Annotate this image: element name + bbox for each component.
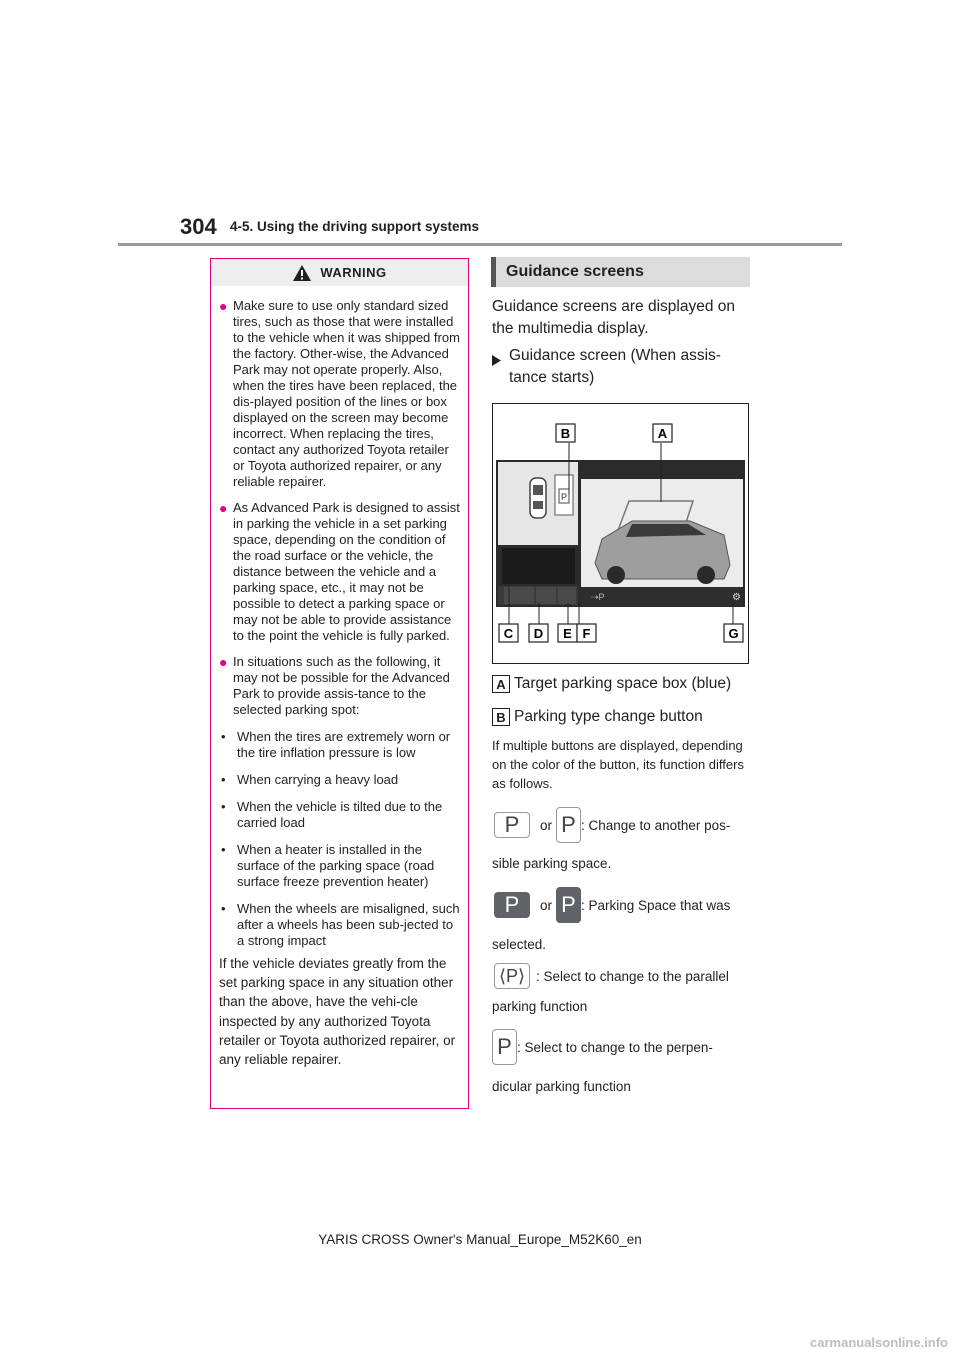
legend-item-b — [492, 708, 754, 726]
p-glyph: P — [560, 492, 568, 502]
callout-e — [558, 624, 577, 642]
icon-line-2: P or P : Parking Space that was — [494, 887, 756, 923]
svg-text:G: G — [728, 626, 739, 641]
guidance-screen-diagram — [492, 403, 749, 664]
callout-c — [499, 624, 518, 642]
warning-sub-item: • When the tires are extremely worn or the tire inflation pressure is low — [219, 729, 460, 761]
warning-title: WARNING — [320, 265, 387, 280]
guidance-sub-heading — [492, 345, 754, 389]
warning-sub-text: When the tires are extremely worn or the tire inflation pressure is low — [237, 729, 451, 760]
parking-button-dark-icon: P — [494, 892, 530, 918]
callout-f — [577, 624, 596, 642]
legend-text: Parking type change button — [514, 708, 703, 725]
parking-button-dark-tall-icon: P — [556, 887, 581, 923]
parking-button-white-icon: P — [494, 812, 530, 838]
legend-item-a — [492, 675, 754, 693]
legend-letter: B — [492, 708, 510, 726]
callout-a — [653, 424, 672, 442]
warning-bullet-text: In situations such as the following, it may not be possible for the Advanced Park to provide assis-tance to the selected parking spot: — [233, 654, 450, 717]
icon-line-2-cont: selected. — [492, 937, 547, 952]
icon-line-4-cont: dicular parking function — [492, 1079, 631, 1094]
guidance-intro: Guidance screens are displayed on the multimedia display. — [492, 298, 735, 337]
bullet-dot-icon: ● — [219, 654, 228, 670]
camera-bottom-bar — [581, 587, 743, 606]
warning-sub-item: • When carrying a heavy load — [219, 772, 460, 788]
svg-text:B: B — [560, 426, 571, 441]
svg-text:E: E — [563, 626, 572, 641]
footer-manual-title: YARIS CROSS Owner's Manual_Europe_M52K60_en — [318, 1232, 642, 1247]
warning-bullet — [219, 298, 460, 490]
icon-line-3-cont: parking function — [492, 999, 588, 1014]
warning-sub-text: When the vehicle is tilted due to the carried load — [237, 799, 443, 830]
dark-panel — [502, 548, 575, 584]
warning-box — [210, 258, 469, 1109]
warning-sub-item: • When the vehicle is tilted due to the carried load — [219, 799, 460, 831]
parking-mode-icon: ⇢P — [591, 592, 605, 602]
warning-header — [211, 259, 468, 286]
warning-body — [211, 286, 468, 1069]
page-number: 304 — [180, 214, 217, 239]
footer-watermark: carmanualsonline.info — [810, 1335, 948, 1350]
svg-text:C: C — [503, 626, 514, 641]
guidance-header: Guidance screens — [491, 257, 750, 287]
warning-sub-text: When the wheels are misaligned, such after a wheels has been sub-jected to a strong impact — [237, 901, 460, 948]
parallel-parking-icon: ⟨ P ⟩ — [494, 963, 530, 989]
bullet-dot-icon: ● — [219, 500, 228, 516]
legend-letter: A — [492, 675, 510, 693]
warning-triangle-icon — [292, 264, 312, 282]
icon-line-3: ⟨ P ⟩ : Select to change to the parallel — [494, 963, 756, 989]
warning-bullet-text: As Advanced Park is designed to assist in parking the vehicle in a set parking space, depending on the condition of the road surface or the vehicle, the distance between the vehicle and a parking space, etc., it may not be possible to detect a parking space or may not be able to provide assistance to the point the vehicle is fully parked. — [233, 500, 460, 643]
triangle-right-icon — [492, 345, 509, 389]
callout-d — [529, 624, 548, 642]
warning-sub-text: When carrying a heavy load — [237, 772, 399, 787]
callout-g — [724, 624, 743, 642]
warning-closing-text: If the vehicle deviates greatly from the set parking space in any situation other than the above, have the vehi-cle inspected by any authorized Toyota retailer or Toyota authorized repairer, or any reliable repairer. — [219, 956, 456, 1068]
warning-sub-item: • When the wheels are misaligned, such after a wheels has been sub-jected to a strong impact — [221, 901, 460, 948]
button-color-note: If multiple buttons are displayed, depending on the color of the button, its function differs as follows. — [492, 738, 744, 791]
perpendicular-parking-icon: P — [492, 1029, 517, 1065]
gear-icon: ⚙ — [732, 592, 741, 603]
callout-b — [556, 424, 575, 442]
bottom-button-e — [558, 587, 576, 604]
warning-bullet — [219, 654, 460, 718]
warning-bullet — [219, 500, 460, 644]
warning-sub-item: • When a heater is installed in the surface of the parking space (road surface freeze prevention heater) — [219, 842, 460, 890]
warning-bullet-text: Make sure to use only standard sized tires, such as those that were installed to the vehicle when it was shipped from the factory. Other-wise, the Advanced Park may not operate properly. Also, when the tires have been replaced, the dis-played position of the lines or box displayed on the screen may become incorrect. When replacing the tires, contact any authorized Toyota retailer or Toyota authorized repairer, or any reliable repairer. — [233, 298, 460, 489]
svg-text:F: F — [582, 626, 591, 641]
icon-line-1: P or P : Change to another pos- — [494, 807, 756, 843]
warning-sub-text: When a heater is installed in the surface of the parking space (road surface freeze prevention heater) — [237, 842, 435, 889]
bottom-button-d — [536, 587, 556, 604]
car-top-view-icon — [530, 478, 546, 518]
svg-text:A: A — [657, 426, 668, 441]
legend-text: Target parking space box (blue) — [514, 675, 732, 692]
svg-text:D: D — [533, 626, 544, 641]
section-title: 4-5. Using the driving support systems — [230, 219, 480, 234]
header-rule — [118, 243, 842, 246]
icon-line-1-cont: sible parking space. — [492, 856, 612, 871]
bullet-dot-icon: ● — [219, 298, 228, 314]
parking-button-white-tall-icon: P — [556, 807, 581, 843]
icon-line-4: P : Select to change to the perpen- — [492, 1029, 754, 1065]
guidance-sub-heading-text: Guidance screen (When assis-tance starts) — [509, 347, 721, 386]
